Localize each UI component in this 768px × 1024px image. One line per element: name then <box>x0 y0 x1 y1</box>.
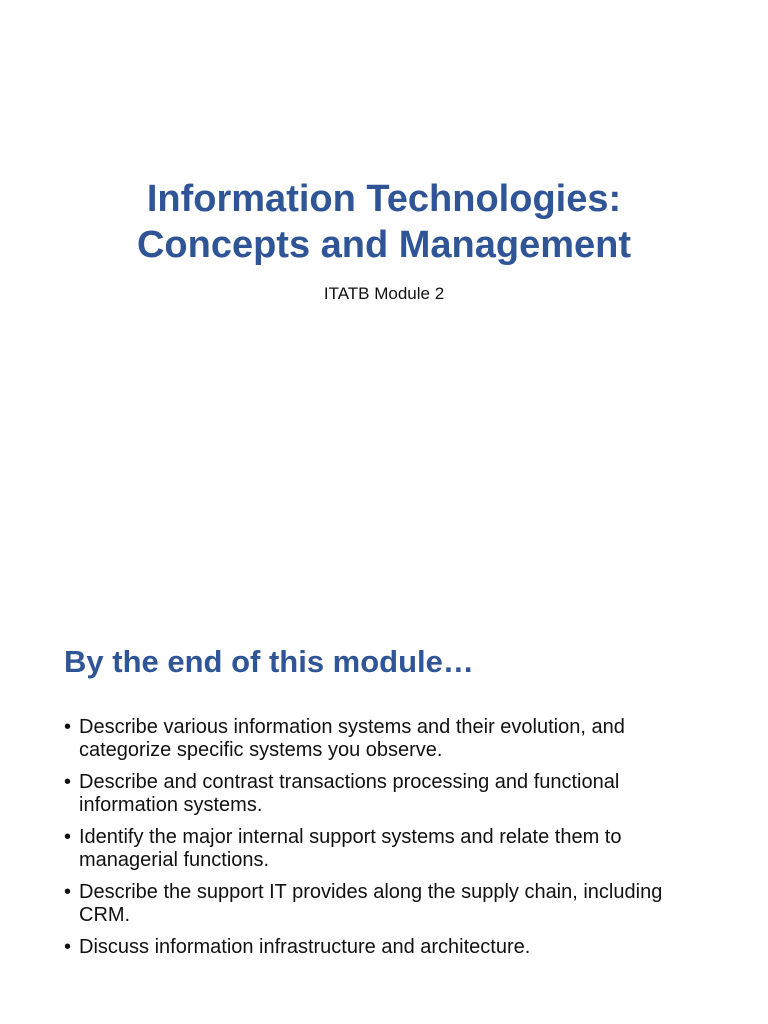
bullet-icon: • <box>64 881 72 903</box>
objectives-slide <box>0 512 768 1024</box>
objectives-heading: By the end of this module… <box>64 644 474 679</box>
slide-title-line-2: Concepts and Management <box>136 224 632 266</box>
slide-title-line-1: Information Technologies: <box>146 178 622 220</box>
bullet-icon: • <box>64 936 72 958</box>
list-item-text: Describe and contrast transactions processing and functional information systems. <box>79 771 620 816</box>
list-item <box>64 826 714 872</box>
list-item-text: Discuss information infrastructure and architecture. <box>79 936 531 958</box>
bullet-icon: • <box>64 716 72 738</box>
bullet-icon: • <box>64 771 72 793</box>
bullet-icon: • <box>64 826 72 848</box>
list-item <box>64 771 714 817</box>
list-item-text: Describe the support IT provides along the supply chain, including CRM. <box>79 881 663 926</box>
list-item-text: Describe various information systems and their evolution, and categorize specific systems you observe. <box>79 716 625 761</box>
list-item <box>64 716 714 762</box>
slide-subtitle: ITATB Module 2 <box>323 284 445 303</box>
objectives-list <box>64 716 714 968</box>
list-item <box>64 881 714 927</box>
slide-title <box>0 176 768 268</box>
list-item <box>64 936 714 959</box>
list-item-text: Identify the major internal support systems and relate them to managerial functions. <box>79 826 622 871</box>
